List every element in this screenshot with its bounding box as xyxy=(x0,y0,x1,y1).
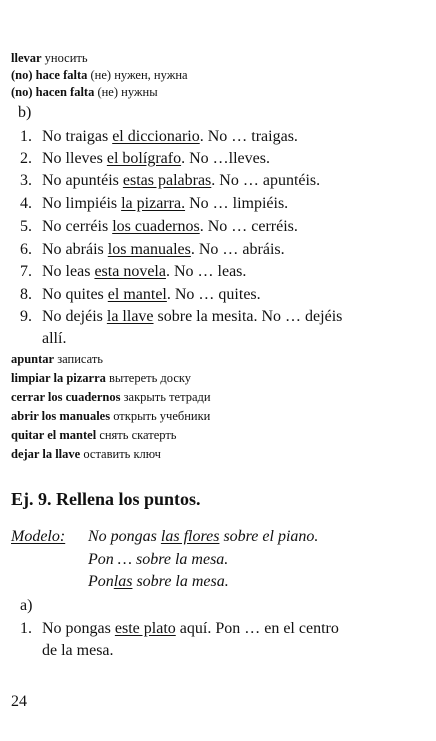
model-text: sobre el piano. xyxy=(219,528,319,545)
exercise-item xyxy=(20,284,261,306)
item-text: sobre la mesita. No … dejéis xyxy=(153,308,343,325)
vocab-term: quitar el mantel xyxy=(11,428,97,442)
item-text: No pongas xyxy=(42,620,115,637)
page-number: 24 xyxy=(11,693,27,710)
exercise-item xyxy=(20,148,270,170)
vocab-term: (no) hacen falta xyxy=(11,85,95,99)
underlined-object: el diccionario xyxy=(112,128,200,145)
model-label xyxy=(11,528,65,546)
vocab-translation: закрыть тетради xyxy=(123,390,211,404)
item-text: No lleves xyxy=(42,150,107,167)
item-text: No cerréis xyxy=(42,218,113,235)
vocab-translation: снять скатерть xyxy=(99,428,177,442)
item-text: . No … traigas. xyxy=(199,128,298,145)
exercise-item xyxy=(20,126,298,148)
underlined-object: este plato xyxy=(114,620,176,637)
vocab-translation: открыть учебники xyxy=(113,409,211,423)
item-text: . No … leas. xyxy=(165,263,247,280)
model-line xyxy=(88,528,318,546)
vocab-entry xyxy=(11,408,210,425)
section-label: b) xyxy=(18,104,32,121)
item-number: 5. xyxy=(20,218,32,235)
vocab-entry xyxy=(11,389,211,406)
vocab-translation: вытереть доску xyxy=(109,371,192,385)
item-text: . No … cerréis. xyxy=(199,218,298,235)
exercise-item xyxy=(20,261,246,283)
vocab-entry xyxy=(11,67,188,84)
model-text: sobre la mesa. xyxy=(132,573,229,590)
section-label: a) xyxy=(20,597,33,614)
vocab-entry xyxy=(11,370,191,387)
vocab-term: (no) hace falta xyxy=(11,68,88,82)
item-text: . No …lleves. xyxy=(181,150,270,167)
vocab-translation: записать xyxy=(57,352,103,366)
exercise-item xyxy=(20,216,298,238)
vocab-translation: оставить ключ xyxy=(83,447,161,461)
underlined-object: los manuales xyxy=(107,241,191,258)
model-underlined: las flores xyxy=(160,528,220,545)
item-number: 1. xyxy=(20,128,32,145)
exercise-title: Ej. 9. Rellena los puntos. xyxy=(11,489,201,509)
item-number: 8. xyxy=(20,286,32,303)
item-text: No quites xyxy=(42,286,108,303)
item-continuation: allí. xyxy=(42,330,67,347)
item-number: 2. xyxy=(20,150,32,167)
item-number: 7. xyxy=(20,263,32,280)
underlined-object: el mantel xyxy=(107,286,167,303)
item-text: No … limpiéis. xyxy=(185,195,289,212)
item-number: 3. xyxy=(20,172,32,189)
exercise-item xyxy=(20,306,342,328)
model-label-text: Modelo: xyxy=(11,528,66,545)
vocab-entry xyxy=(11,427,177,444)
item-text: . No … quites. xyxy=(166,286,261,303)
underlined-object: el bolígrafo xyxy=(106,150,182,167)
item-text: No dejéis xyxy=(42,308,107,325)
vocab-entry xyxy=(11,84,158,101)
underlined-object: la llave xyxy=(106,308,154,325)
item-text: . No … abráis. xyxy=(190,241,285,258)
vocab-entry xyxy=(11,351,103,368)
vocab-term: cerrar los cuadernos xyxy=(11,390,121,404)
vocab-term: limpiar la pizarra xyxy=(11,371,106,385)
vocab-term: apuntar xyxy=(11,352,55,366)
item-text: No apuntéis xyxy=(42,172,123,189)
vocab-term: abrir los manuales xyxy=(11,409,111,423)
model-text: Pon xyxy=(88,573,114,590)
model-underlined: las xyxy=(113,573,133,590)
vocab-translation: уносить xyxy=(44,51,88,65)
item-text: aquí. Pon … en el centro xyxy=(175,620,339,637)
vocab-entry xyxy=(11,446,161,463)
item-number: 9. xyxy=(20,308,32,325)
item-number: 1. xyxy=(20,620,32,637)
vocab-term: dejar la llave xyxy=(11,447,81,461)
vocab-translation: (не) нужен, нужна xyxy=(90,68,188,82)
vocab-term: llevar xyxy=(11,51,42,65)
item-text: No traigas xyxy=(42,128,113,145)
item-text: No limpiéis xyxy=(42,195,122,212)
exercise-item xyxy=(20,618,339,640)
item-text: . No … apuntéis. xyxy=(211,172,321,189)
item-number: 6. xyxy=(20,241,32,258)
underlined-object: los cuadernos xyxy=(112,218,200,235)
item-text: No abráis xyxy=(42,241,108,258)
item-continuation: de la mesa. xyxy=(42,642,114,659)
item-text: No leas xyxy=(42,263,95,280)
vocab-translation: (не) нужны xyxy=(97,85,158,99)
model-line: Pon … sobre la mesa. xyxy=(88,551,229,568)
underlined-object: la pizarra. xyxy=(121,195,186,212)
underlined-object: esta novela xyxy=(94,263,166,280)
model-text: No pongas xyxy=(88,528,161,545)
vocab-entry xyxy=(11,50,88,67)
exercise-item xyxy=(20,170,320,192)
underlined-object: estas palabras xyxy=(122,172,212,189)
exercise-item xyxy=(20,239,285,261)
item-number: 4. xyxy=(20,195,32,212)
exercise-item xyxy=(20,193,288,215)
model-line xyxy=(88,573,229,591)
